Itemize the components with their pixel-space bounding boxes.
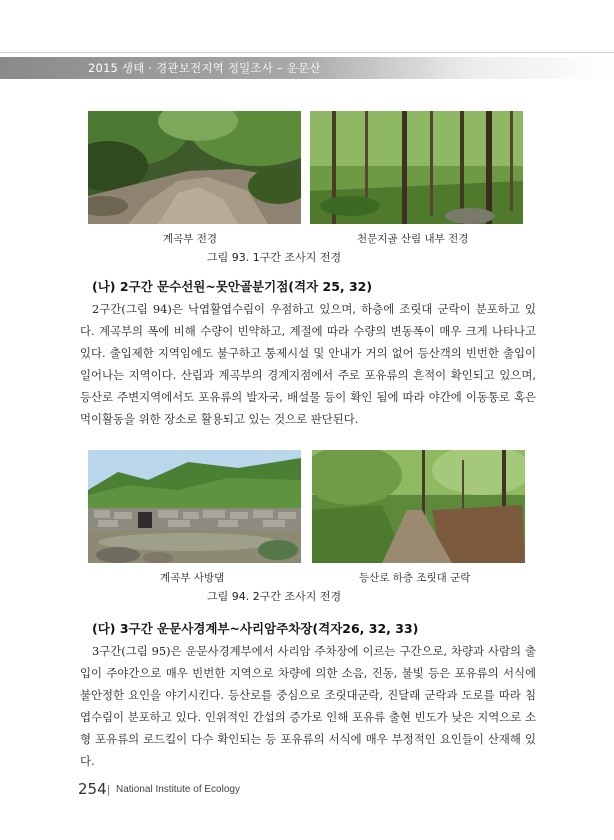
figure-93-right-caption: 천문지골 산림 내부 전경 — [357, 233, 469, 245]
figure-94-title: 그림 94. 2구간 조사지 전경 — [207, 590, 342, 603]
photo-trail-bamboo — [312, 450, 525, 563]
section-na-paragraph: 2구간(그림 94)은 낙엽활엽수림이 우점하고 있으며, 하층에 조릿대 군락이 분포하고 있다. 계곡부의 폭에 비해 수량이 빈약하고, 계절에 따라 수량의 변동폭이 매우 크게 나타나고 있다. 출입제한 지역임에도 불구하고 통제시설 및 안내가 거의 없어 등산객의 빈번한 출입이 일어나는 지역이다. 산림과 계곡부의 경계지점에서 주로 포유류의 흔적이 확인되고 있으며, 등산로 주변지역에서도 포유류의 발자국, 배설물 등이 확인 됨에 따라 야간에 이동통로 혹은 먹이활동을 위한 장소로 활용되고 있는 것으로 판단된다. — [80, 302, 536, 426]
top-rule — [0, 52, 614, 53]
section-heading-na: (나) 2구간 문수선원~못안골분기점(격자 25, 32) — [92, 279, 373, 294]
figure-93-left-caption: 계곡부 전경 — [163, 233, 218, 245]
page-number: 254 — [78, 780, 107, 798]
photo-check-dam — [88, 450, 301, 563]
figure-93-title: 그림 93. 1구간 조사지 전경 — [207, 251, 342, 264]
section-da-paragraph: 3구간(그림 95)은 운문사경계부에서 사리암 주차장에 이르는 구간으로, 차량과 사람의 출입이 주야간으로 매우 빈번한 지역으로 차량에 의한 소음, 진동, 불빛 등은 포유류의 서식에 불안정한 요인을 야기시킨다. 등산로를 중심으로 조릿대군락, 진달래 군락과 도로를 따라 침엽수림이 분포하고 있다. 인위적인 간섭의 증가로 인해 포유류 출현 빈도가 낮은 지역으로 소형 포유류의 로드킬이 다수 확인되는 등 포유류의 서식에 매우 부정적인 요인들이 산재해 있다. — [80, 644, 536, 768]
photo-valley-view — [88, 111, 301, 224]
photo-forest-interior — [310, 111, 523, 224]
running-header-title: 2015 생태 · 경관보전지역 정밀조사 – 운문산 — [88, 61, 321, 75]
figure-94-right-caption: 등산로 하층 조릿대 군락 — [359, 572, 471, 584]
section-heading-da: (다) 3구간 운문사경계부~사리암주차장(격자26, 32, 33) — [92, 621, 419, 636]
footer-separator — [108, 785, 109, 796]
figure-94-left-caption: 계곡부 사방댐 — [160, 572, 225, 584]
footer-organization: National Institute of Ecology — [116, 784, 240, 795]
